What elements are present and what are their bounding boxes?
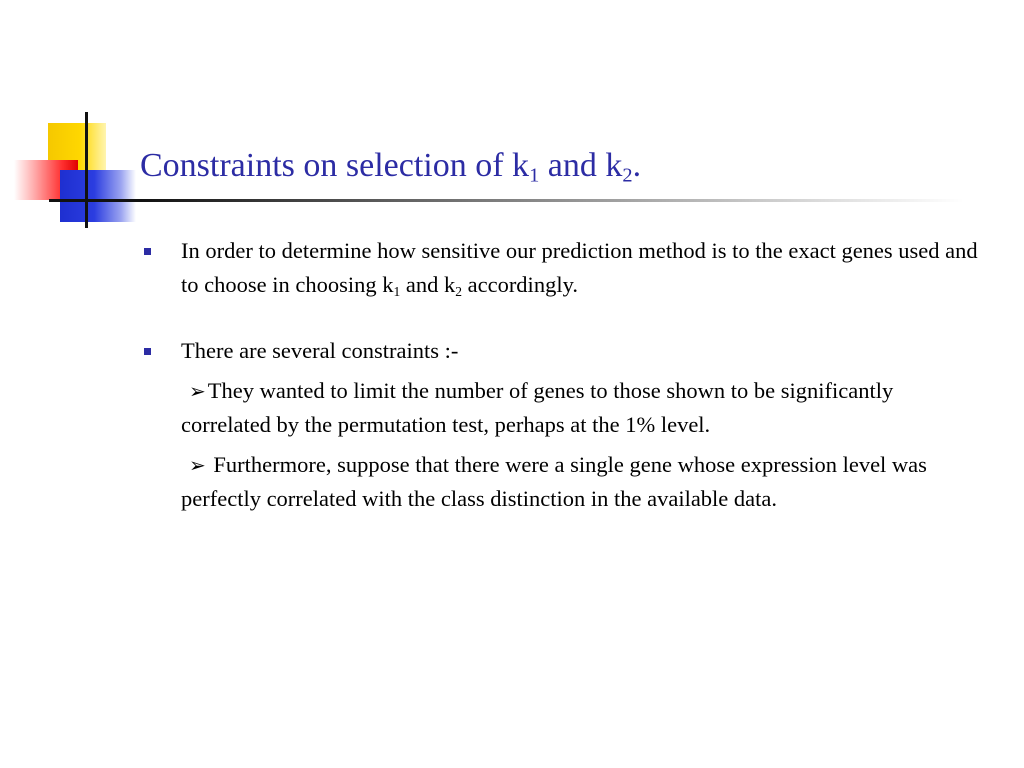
bullet-2-text: There are several constraints :- [181,338,459,363]
title-text-suffix: . [632,147,642,184]
sub-bullet-item-2 [181,448,983,516]
title-text-prefix: Constraints on selection of k [140,147,530,184]
decorative-vertical-line [85,112,88,228]
arrowhead-bullet-icon: ➢ [189,453,206,477]
bullet-1-subscript-1: 1 [393,283,401,299]
title-text-middle: and k [539,147,623,184]
bullet-1-text-a: In order to determine how sensitive our prediction method is to the exact genes used and to choose in choosing k [181,238,978,297]
bullet-1-text-c: accordingly. [461,272,578,297]
arrowhead-bullet-icon: ➢ [189,379,206,403]
slide-title [140,146,641,185]
bullet-item-1 [143,234,983,302]
title-subscript-1: 1 [529,164,540,187]
sub-bullet-item-1 [181,374,983,442]
bullet-1-text-b: and k [400,272,456,297]
bullet-1-subscript-2: 2 [455,283,462,299]
square-bullet-icon [144,348,151,355]
bullet-item-2 [143,334,983,368]
sub-bullet-2-text: Furthermore, suppose that there were a single gene whose expression level was perfectly correlated with the class distinction in the available data. [181,452,927,511]
title-subscript-2: 2 [622,164,633,187]
decorative-blue-square [60,170,136,222]
title-underline [49,199,964,202]
slide-body [143,234,983,516]
sub-bullet-1-text: They wanted to limit the number of genes to those shown to be significantly correlated by the permutation test, perhaps at the 1% level. [181,378,894,437]
square-bullet-icon [144,248,151,255]
